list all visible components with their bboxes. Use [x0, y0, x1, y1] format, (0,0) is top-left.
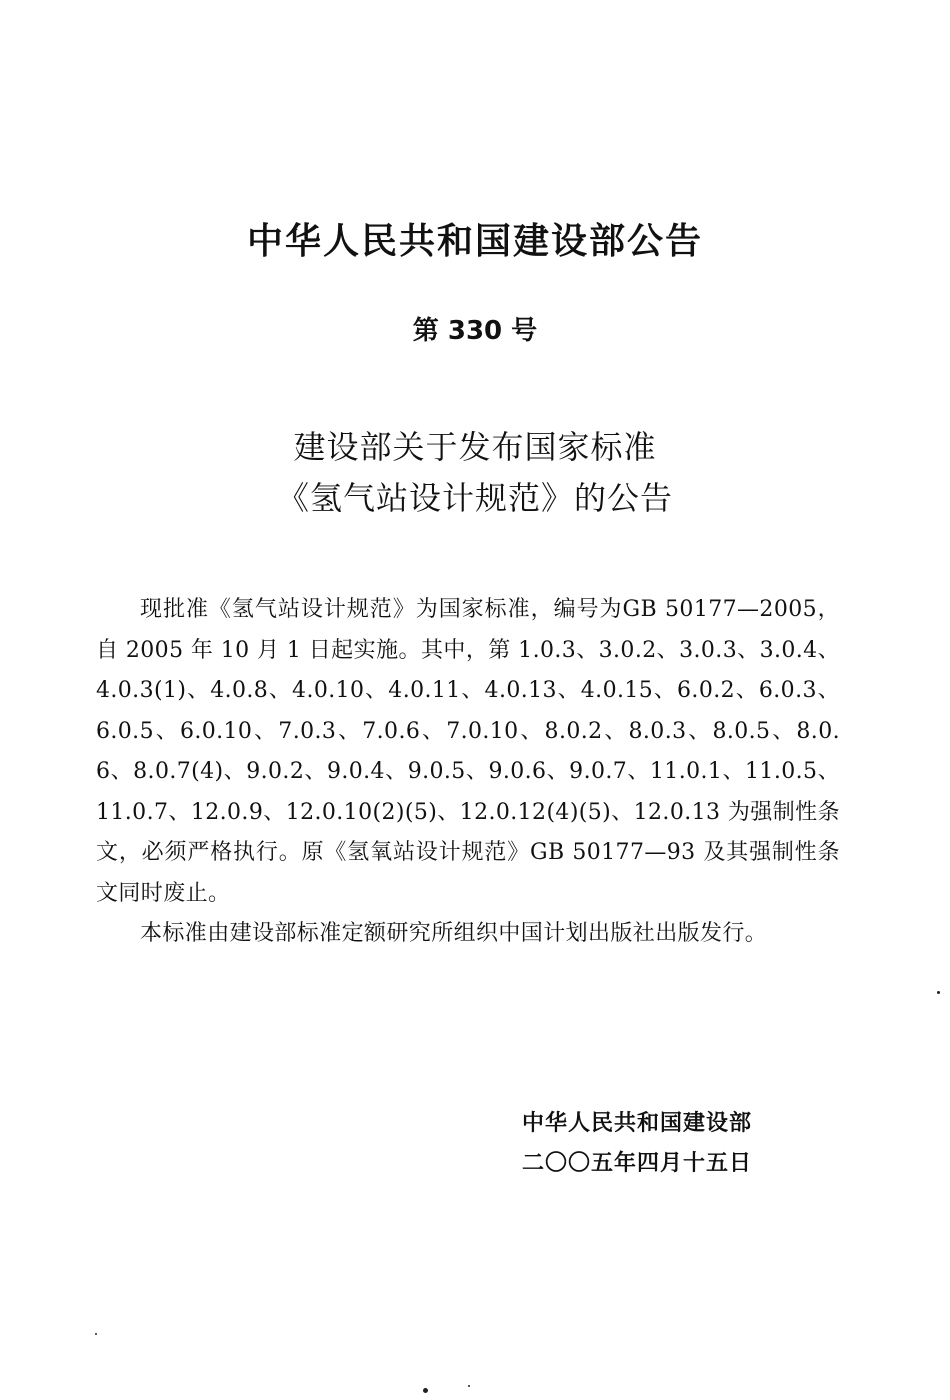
- body-paragraph-1: 现批准《氢气站设计规范》为国家标准，编号为GB 50177—2005，自 2005 年 10 月 1 日起实施。其中，第 1.0.3、3.0.2、3.0.3、3.0.4、4.0.3(1)、4.0.8、4.0.10、4.0.11、4.0.13、4.0.15、6.0.2、6.0.3、6.0.5、6.0.10、7.0.3、7.0.6、7.0.10、8.0.2、8.0.3、8.0.5、8.0.6、8.0.7(4)、9.0.2、9.0.4、9.0.5、9.0.6、9.0.7、11.0.1、11.0.5、11.0.7、12.0.9、12.0.10(2)(5)、12.0.12(4)(5)、12.0.13 为强制性条文，必须严格执行。原《氢氧站设计规范》GB 50177—93 及其强制性条文同时废止。: [96, 597, 840, 906]
- announcement-number: 第 330 号: [412, 316, 538, 346]
- scan-speck: [468, 1385, 470, 1387]
- body-paragraph-2: 本标准由建设部标准定额研究所组织中国计划出版社出版发行。: [140, 921, 768, 946]
- subtitle-line-1: 建设部关于发布国家标准: [293, 428, 657, 466]
- announcement-body: [96, 590, 840, 955]
- scan-speck: [423, 1388, 428, 1393]
- subtitle-line-2: 《氢气站设计规范》的公告: [276, 479, 673, 517]
- scan-speck: [937, 991, 940, 994]
- scan-speck: [95, 1333, 97, 1335]
- announcement-title: 中华人民共和国建设部公告: [246, 221, 703, 262]
- signature-organization: 中华人民共和国建设部: [522, 1111, 753, 1136]
- signature-date: 二〇〇五年四月十五日: [522, 1151, 753, 1176]
